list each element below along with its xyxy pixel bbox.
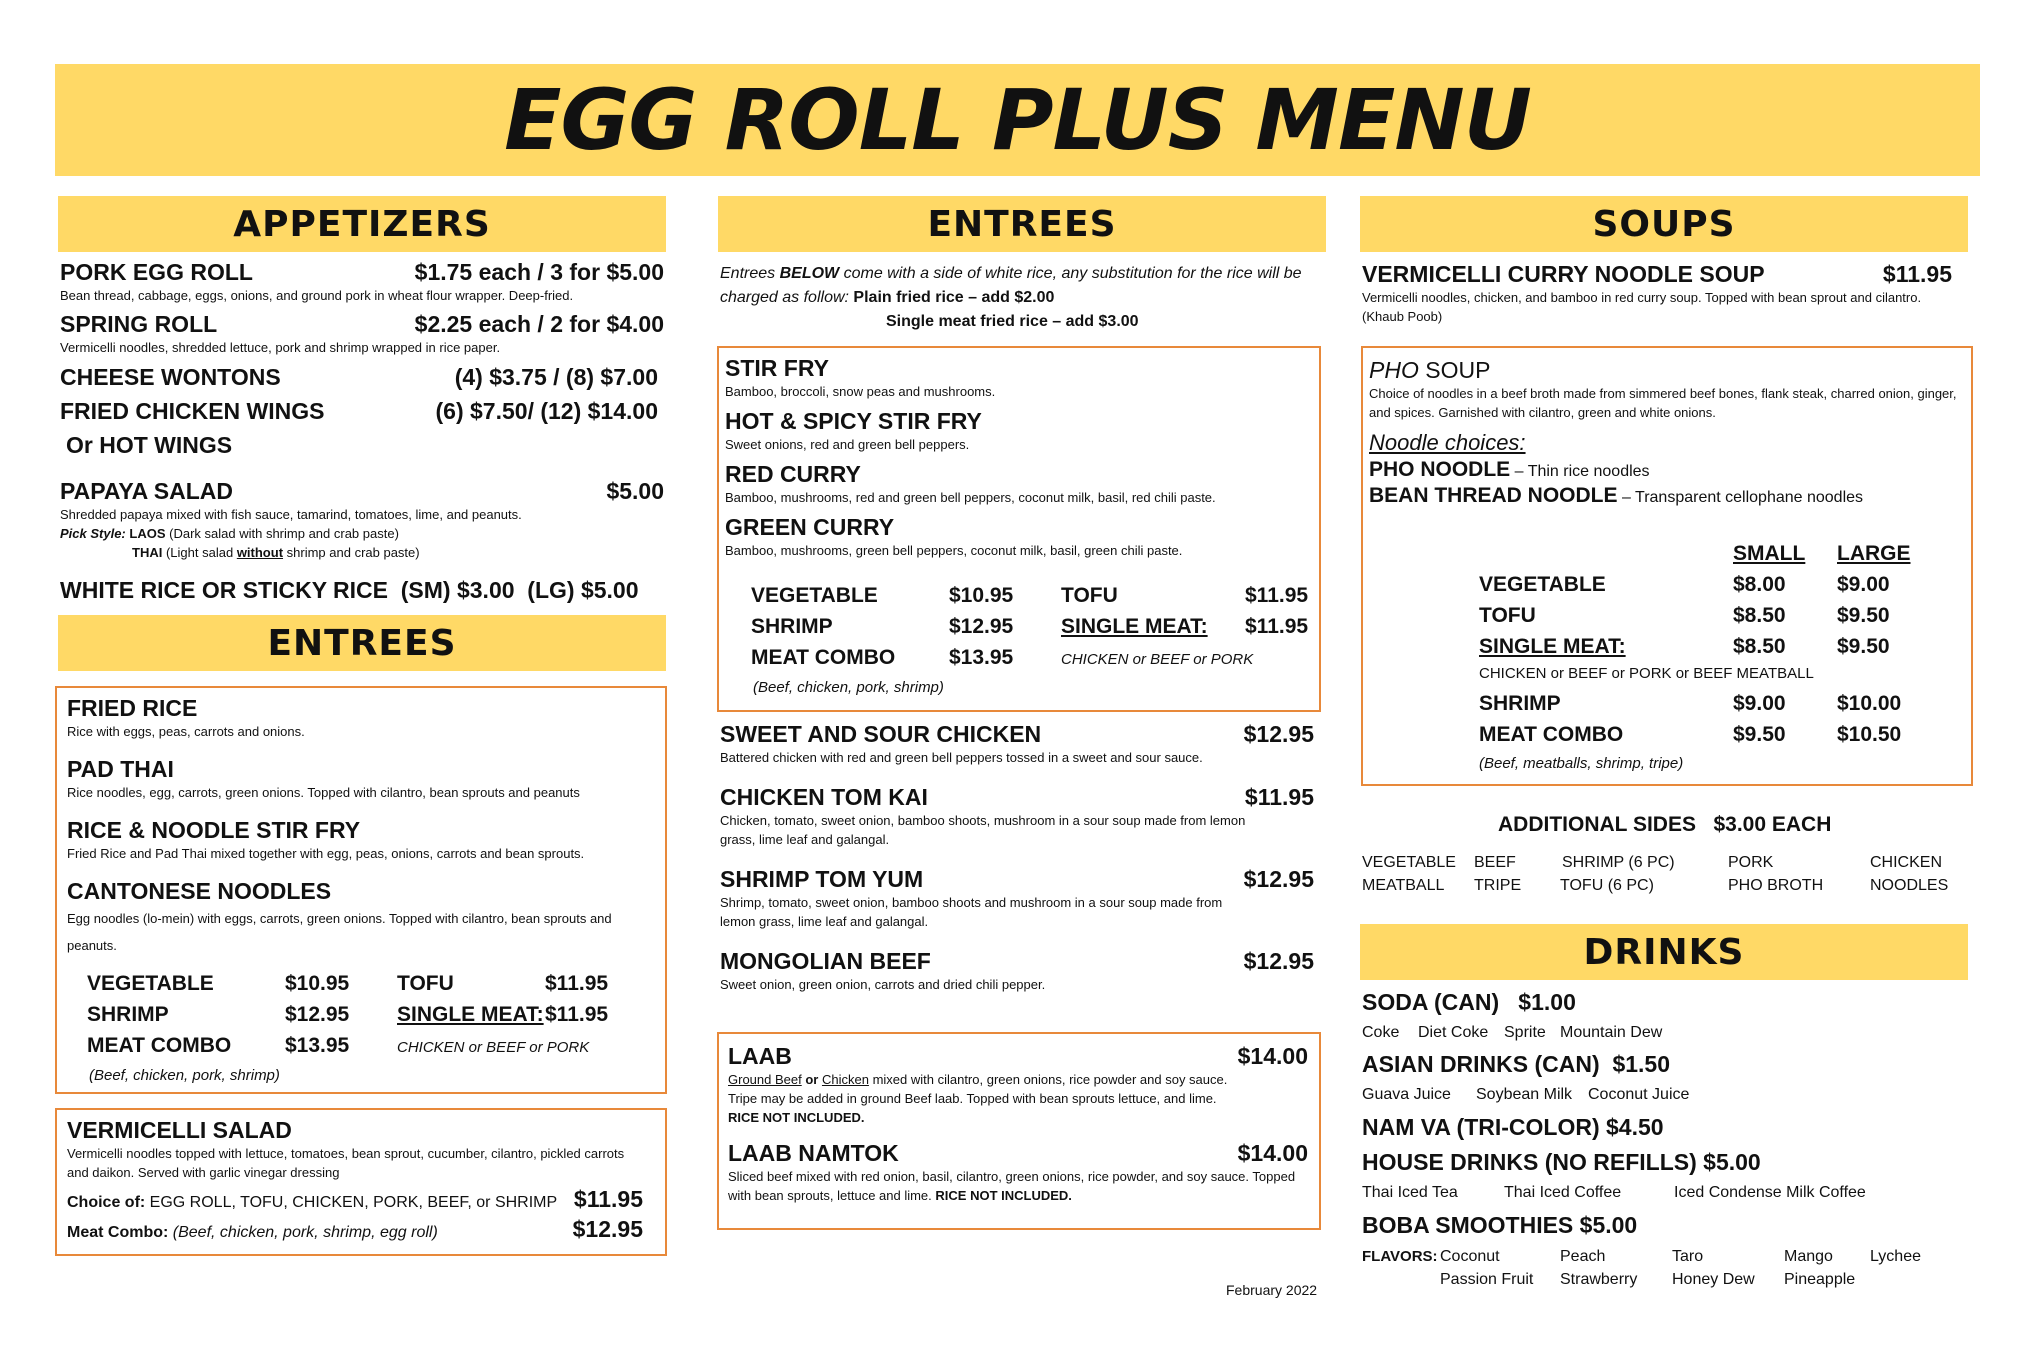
egg-roll-desc: Bean thread, cabbage, eggs, onions, and ground pork in wheat flour wrapper. Deep-fried.: [60, 288, 574, 303]
soda-diet-coke: Diet Coke: [1418, 1024, 1489, 1041]
pho-tofu: TOFU: [1479, 604, 1536, 627]
pho-price-grid: [1479, 538, 1949, 778]
papaya-row: [60, 477, 664, 505]
flavor-passion-fruit: Passion Fruit: [1440, 1271, 1534, 1288]
side-pork: PORK: [1728, 854, 1774, 871]
red-curry-desc: Bamboo, mushrooms, red and green bell peppers, coconut milk, basil, red chili paste.: [725, 490, 1216, 505]
shrimp-label: SHRIMP: [87, 1003, 169, 1026]
laab-ground-beef: Ground Beef: [728, 1072, 802, 1087]
combo-label-v: Meat Combo:: [67, 1224, 169, 1241]
flavor-pineapple: Pineapple: [1784, 1271, 1856, 1288]
pho-tofu-l: $9.50: [1837, 604, 1890, 627]
choice-label: Choice of:: [67, 1194, 146, 1211]
laab-chicken: Chicken: [821, 1072, 869, 1087]
sweet-sour-name: SWEET AND SOUR CHICKEN: [720, 721, 1042, 747]
asian-soybean: Soybean Milk: [1476, 1086, 1573, 1103]
pho-noodle-line: [1369, 458, 1965, 482]
pho-shrimp-l: $10.00: [1837, 692, 1902, 715]
single-meat-label-m: SINGLE MEAT:: [1061, 615, 1208, 638]
asian-line: ASIAN DRINKS (CAN) $1.50: [1362, 1051, 1670, 1077]
spring-roll-desc: Vermicelli noodles, shredded lettuce, pork and shrimp wrapped in rice paper.: [60, 340, 501, 355]
pho-combo-s: $9.50: [1733, 723, 1786, 746]
vermicelli-box: [55, 1108, 667, 1256]
pho-veg: VEGETABLE: [1479, 573, 1606, 596]
single-meat-price: $11.95: [545, 1003, 609, 1026]
flavor-taro: Taro: [1672, 1248, 1704, 1265]
combo-label-m: MEAT COMBO: [751, 646, 896, 669]
mongolian-row: [720, 947, 1314, 975]
bean-noodle-desc: – Transparent cellophane noodles: [1621, 489, 1864, 506]
single-meat-price-m: $11.95: [1245, 615, 1309, 638]
pho-single-s: $8.50: [1733, 635, 1786, 658]
flavor-lychee: Lychee: [1870, 1248, 1921, 1265]
pho-combo: MEAT COMBO: [1479, 723, 1624, 746]
side-tofu: TOFU (6 PC): [1560, 877, 1654, 894]
menu-title: EGG ROLL PLUS MENU: [504, 71, 1531, 169]
thai-label: THAI: [132, 545, 163, 560]
side-beef: BEEF: [1474, 854, 1516, 871]
note-pre: Entrees: [720, 265, 776, 282]
namtok-name: LAAB NAMTOK: [728, 1140, 899, 1166]
sweet-sour-row: [720, 720, 1314, 748]
rice-line: WHITE RICE OR STICKY RICE (SM) $3.00 (LG) $5.00: [60, 577, 639, 603]
pho-noodle-desc: – Thin rice noodles: [1514, 463, 1650, 480]
pho-combo-note: (Beef, meatballs, shrimp, tripe): [1479, 755, 1684, 772]
tom-kai-row: [720, 783, 1314, 811]
soup-word: SOUP: [1425, 357, 1491, 383]
egg-roll-name: PORK EGG ROLL: [60, 259, 253, 285]
side-noodles: NOODLES: [1870, 877, 1949, 894]
title-banner: [55, 64, 1980, 176]
green-curry-desc: Bamboo, mushrooms, green bell peppers, coconut milk, basil, green chili paste.: [725, 543, 1183, 558]
tom-kai-price: $11.95: [1244, 784, 1314, 810]
veg-label: VEGETABLE: [87, 972, 214, 995]
stir-fry-desc: Bamboo, broccoli, snow peas and mushrooms.: [725, 384, 996, 399]
bean-noodle-line: [1369, 484, 1965, 508]
entrees-left-price-grid: [87, 968, 647, 1084]
namtok-desc: [728, 1167, 1298, 1205]
note-plain: Plain fried rice – add $2.00: [853, 289, 1055, 306]
curry-soup-row: [1362, 260, 1952, 288]
drinks-section: [1362, 988, 1962, 1288]
spring-roll-name: SPRING ROLL: [60, 311, 218, 337]
note-post: come with a side of white rice, any substitution for the rice will be charged as follow:: [720, 265, 1302, 306]
asian-list: [1362, 1086, 1962, 1110]
side-meatball: MEATBALL: [1362, 877, 1445, 894]
mongolian-name: MONGOLIAN BEEF: [720, 948, 931, 974]
mongolian-price: $12.95: [1243, 948, 1314, 974]
papaya-name: PAPAYA SALAD: [60, 478, 233, 504]
combo-note-m: (Beef, chicken, pork, shrimp): [753, 679, 944, 696]
nam-va-line: NAM VA (TRI-COLOR) $4.50: [1362, 1114, 1664, 1140]
pho-word: PHO: [1369, 357, 1419, 383]
pho-desc: Choice of noodles in a beef broth made from simmered beef bones, flank steak, charred onion, ginger, and spices. Garnished with cilantro, green and white onions.: [1369, 386, 1957, 420]
house-condense: Iced Condense Milk Coffee: [1674, 1184, 1866, 1201]
soda-coke: Coke: [1362, 1024, 1400, 1041]
small-header: SMALL: [1733, 542, 1806, 565]
tom-kai-desc: Chicken, tomato, sweet onion, bamboo shoots, mushroom in a sour soup made from lemon grass, lime leaf and galangal.: [720, 813, 1246, 847]
single-meat-label: SINGLE MEAT:: [397, 1003, 544, 1026]
laab-desc-2: Tripe may be added in ground Beef laab. Topped with bean sprouts lettuce, and lime.: [728, 1091, 1217, 1106]
tofu-price-m: $11.95: [1245, 584, 1309, 607]
laab-name: LAAB: [728, 1043, 792, 1069]
combo-price-m: $13.95: [949, 646, 1014, 669]
pho-title: [1369, 356, 1965, 384]
flavor-honey-dew: Honey Dew: [1672, 1271, 1755, 1288]
laab-box: [717, 1032, 1321, 1230]
asian-coconut: Coconut Juice: [1588, 1086, 1690, 1103]
sweet-sour-desc: Battered chicken with red and green bell peppers tossed in a sweet and sour sauce.: [720, 750, 1203, 765]
boba-line: BOBA SMOOTHIES $5.00: [1362, 1212, 1638, 1238]
stir-fry-price-grid: [751, 580, 1311, 696]
soda-mountain-dew: Mountain Dew: [1560, 1024, 1663, 1041]
house-line: HOUSE DRINKS (NO REFILLS) $5.00: [1362, 1149, 1761, 1175]
tom-yum-row: [720, 865, 1314, 893]
vermicelli-desc: Vermicelli noodles topped with lettuce, tomatoes, bean sprout, cucumber, cilantro, pickled carrots and daikon. Served with garlic vinegar dressing: [67, 1146, 625, 1180]
appetizers-section: [60, 258, 664, 604]
flavor-strawberry: Strawberry: [1560, 1271, 1638, 1288]
tom-yum-price: $12.95: [1243, 866, 1314, 892]
flavors-label: FLAVORS:: [1362, 1248, 1438, 1265]
shrimp-label-m: SHRIMP: [751, 615, 833, 638]
pad-thai-name: PAD THAI: [67, 756, 174, 782]
meat-choice-m: CHICKEN or BEEF or PORK: [1061, 651, 1254, 668]
spring-roll-price: $2.25 each / 2 for $4.00: [414, 311, 664, 337]
tofu-label-m: TOFU: [1061, 584, 1118, 607]
tofu-price: $11.95: [545, 972, 609, 995]
pho-shrimp: SHRIMP: [1479, 692, 1561, 715]
flavor-peach: Peach: [1560, 1248, 1606, 1265]
papaya-laos: [60, 524, 664, 543]
house-list: [1362, 1184, 1962, 1208]
thai-pre: (Light salad: [165, 545, 234, 560]
curry-soup-desc: Vermicelli noodles, chicken, and bamboo in red curry soup. Topped with bean sprout and cilantro. (Khaub Poob): [1362, 290, 1922, 324]
pho-noodle: PHO NOODLE: [1369, 458, 1511, 481]
flavors-list: [1362, 1248, 1962, 1294]
tom-kai-name: CHICKEN TOM KAI: [720, 784, 928, 810]
bean-noodle: BEAN THREAD NOODLE: [1369, 484, 1618, 507]
vermicelli-combo-row: [67, 1216, 657, 1244]
laab-not-included: RICE NOT INCLUDED.: [728, 1110, 865, 1125]
flavor-mango: Mango: [1784, 1248, 1833, 1265]
entrees-left-box: [55, 686, 667, 1094]
pho-box: [1361, 346, 1973, 786]
papaya-price: $5.00: [606, 478, 664, 504]
rice-noodle-name: RICE & NOODLE STIR FRY: [67, 817, 361, 843]
side-shrimp: SHRIMP (6 PC): [1562, 854, 1675, 871]
spicy-stir-fry-name: HOT & SPICY STIR FRY: [725, 408, 982, 434]
mid-specials: [720, 720, 1314, 994]
green-curry-name: GREEN CURRY: [725, 514, 895, 540]
rice-noodle-desc: Fried Rice and Pad Thai mixed together with egg, peas, onions, carrots and bean sprouts.: [67, 846, 585, 861]
rice-note: [720, 262, 1326, 310]
note-below: BELOW: [779, 265, 840, 282]
laab-desc-1: [728, 1070, 1308, 1089]
pho-shrimp-s: $9.00: [1733, 692, 1786, 715]
combo-text-v: (Beef, chicken, pork, shrimp, egg roll): [172, 1224, 438, 1241]
papaya-desc: Shredded papaya mixed with fish sauce, tamarind, tomatoes, lime, and peanuts.: [60, 507, 522, 522]
tom-yum-desc: Shrimp, tomato, sweet onion, bamboo shoots and mushroom in a sour soup made from lemon grass, lime leaf and galangal.: [720, 895, 1223, 929]
drinks-heading: DRINKS: [1360, 924, 1968, 980]
fried-rice-desc: Rice with eggs, peas, carrots and onions.: [67, 724, 305, 739]
large-header: LARGE: [1837, 542, 1911, 565]
cantonese-desc: Egg noodles (lo-mein) with eggs, carrots, green onions. Topped with cilantro, bean sprouts and peanuts.: [67, 911, 612, 953]
note-single: Single meat fried rice – add $3.00: [886, 313, 1139, 330]
choice-text: EGG ROLL, TOFU, CHICKEN, PORK, BEEF, or SHRIMP: [149, 1194, 558, 1211]
laos-desc: (Dark salad with shrimp and crab paste): [169, 526, 399, 541]
soups-heading: SOUPS: [1360, 196, 1968, 252]
pho-meat-choice: CHICKEN or BEEF or PORK or BEEF MEATBALL: [1479, 665, 1814, 682]
curry-soup-name: VERMICELLI CURRY NOODLE SOUP: [1362, 261, 1765, 287]
red-curry-name: RED CURRY: [725, 461, 861, 487]
thai-post: shrimp and crab paste): [286, 545, 420, 560]
egg-roll-price: $1.75 each / 3 for $5.00: [414, 259, 664, 285]
spring-roll-row: [60, 310, 664, 338]
side-chicken: CHICKEN: [1870, 854, 1943, 871]
sides-title: ADDITIONAL SIDES $3.00 EACH: [1498, 813, 1832, 836]
house-thai-coffee: Thai Iced Coffee: [1504, 1184, 1622, 1201]
pho-single-l: $9.50: [1837, 635, 1890, 658]
laab-desc-text: mixed with cilantro, green onions, rice powder and soy sauce.: [872, 1072, 1228, 1087]
wings-price: (6) $7.50/ (12) $14.00: [435, 398, 658, 424]
pad-thai-desc: Rice noodles, egg, carrots, green onions. Topped with cilantro, bean sprouts and peanuts: [67, 785, 580, 800]
wings-row: [60, 397, 664, 425]
menu-date: February 2022: [1226, 1282, 1318, 1298]
choice-price: $11.95: [573, 1186, 643, 1212]
flavor-coconut: Coconut: [1440, 1248, 1500, 1265]
appetizers-heading: APPETIZERS: [58, 196, 666, 252]
tom-yum-name: SHRIMP TOM YUM: [720, 866, 924, 892]
asian-guava: Guava Juice: [1362, 1086, 1451, 1103]
side-tripe: TRIPE: [1474, 877, 1522, 894]
soda-line: SODA (CAN) $1.00: [1362, 989, 1576, 1015]
wontons-name: CHEESE WONTONS: [60, 364, 281, 390]
laab-row: [728, 1042, 1308, 1070]
veg-label-m: VEGETABLE: [751, 584, 878, 607]
meat-choice: CHICKEN or BEEF or PORK: [397, 1039, 590, 1056]
sides-list: [1362, 854, 1962, 904]
hot-wings: Or HOT WINGS: [66, 432, 233, 458]
wontons-price: (4) $3.75 / (8) $7.00: [454, 364, 658, 390]
soda-sprite: Sprite: [1504, 1024, 1546, 1041]
wings-name: FRIED CHICKEN WINGS: [60, 398, 325, 424]
combo-price-v: $12.95: [572, 1216, 643, 1242]
tofu-label: TOFU: [397, 972, 454, 995]
pho-tofu-s: $8.50: [1733, 604, 1786, 627]
veg-price-m: $10.95: [949, 584, 1014, 607]
pho-veg-l: $9.00: [1837, 573, 1890, 596]
spicy-stir-fry-desc: Sweet onions, red and green bell peppers.: [725, 437, 970, 452]
cantonese-name: CANTONESE NOODLES: [67, 878, 332, 904]
soda-list: [1362, 1024, 1962, 1048]
sweet-sour-price: $12.95: [1243, 721, 1314, 747]
stir-fry-box: [717, 346, 1321, 712]
stir-fry-name: STIR FRY: [725, 355, 829, 381]
entrees-mid-heading: ENTREES: [718, 196, 1326, 252]
combo-note: (Beef, chicken, pork, shrimp): [89, 1067, 280, 1084]
pho-single: SINGLE MEAT:: [1479, 635, 1626, 658]
mongolian-desc: Sweet onion, green onion, carrots and dried chili pepper.: [720, 977, 1046, 992]
curry-soup-price: $11.95: [1882, 261, 1952, 287]
side-vegetable: VEGETABLE: [1362, 854, 1456, 871]
shrimp-price: $12.95: [285, 1003, 350, 1026]
laos-label: LAOS: [129, 526, 166, 541]
thai-without: without: [236, 545, 284, 560]
papaya-thai: [60, 543, 664, 562]
laab-price: $14.00: [1237, 1043, 1308, 1069]
noodle-choices: Noodle choices:: [1369, 430, 1526, 455]
curry-soup: [1362, 260, 1952, 326]
pho-combo-l: $10.50: [1837, 723, 1902, 746]
vermicelli-choice-row: [67, 1186, 657, 1214]
vermicelli-name: VERMICELLI SALAD: [67, 1117, 292, 1143]
wontons-row: [60, 363, 664, 391]
namtok-desc-text: Sliced beef mixed with red onion, basil, cilantro, green onions, rice powder, and soy sauce. Topped with bean sprouts, lettuce and lime.: [728, 1169, 1296, 1203]
namtok-row: [728, 1139, 1308, 1167]
egg-roll-row: [60, 258, 664, 286]
pick-style-label: Pick Style:: [60, 526, 126, 541]
shrimp-price-m: $12.95: [949, 615, 1014, 638]
veg-price: $10.95: [285, 972, 350, 995]
namtok-not-included: RICE NOT INCLUDED.: [935, 1188, 1072, 1203]
entrees-left-heading: ENTREES: [58, 615, 666, 671]
pho-veg-s: $8.00: [1733, 573, 1786, 596]
combo-label: MEAT COMBO: [87, 1034, 232, 1057]
side-pho-broth: PHO BROTH: [1728, 877, 1824, 894]
namtok-price: $14.00: [1237, 1140, 1308, 1166]
laab-or: or: [805, 1072, 819, 1087]
combo-price: $13.95: [285, 1034, 350, 1057]
house-thai-tea: Thai Iced Tea: [1362, 1184, 1458, 1201]
fried-rice-name: FRIED RICE: [67, 695, 198, 721]
